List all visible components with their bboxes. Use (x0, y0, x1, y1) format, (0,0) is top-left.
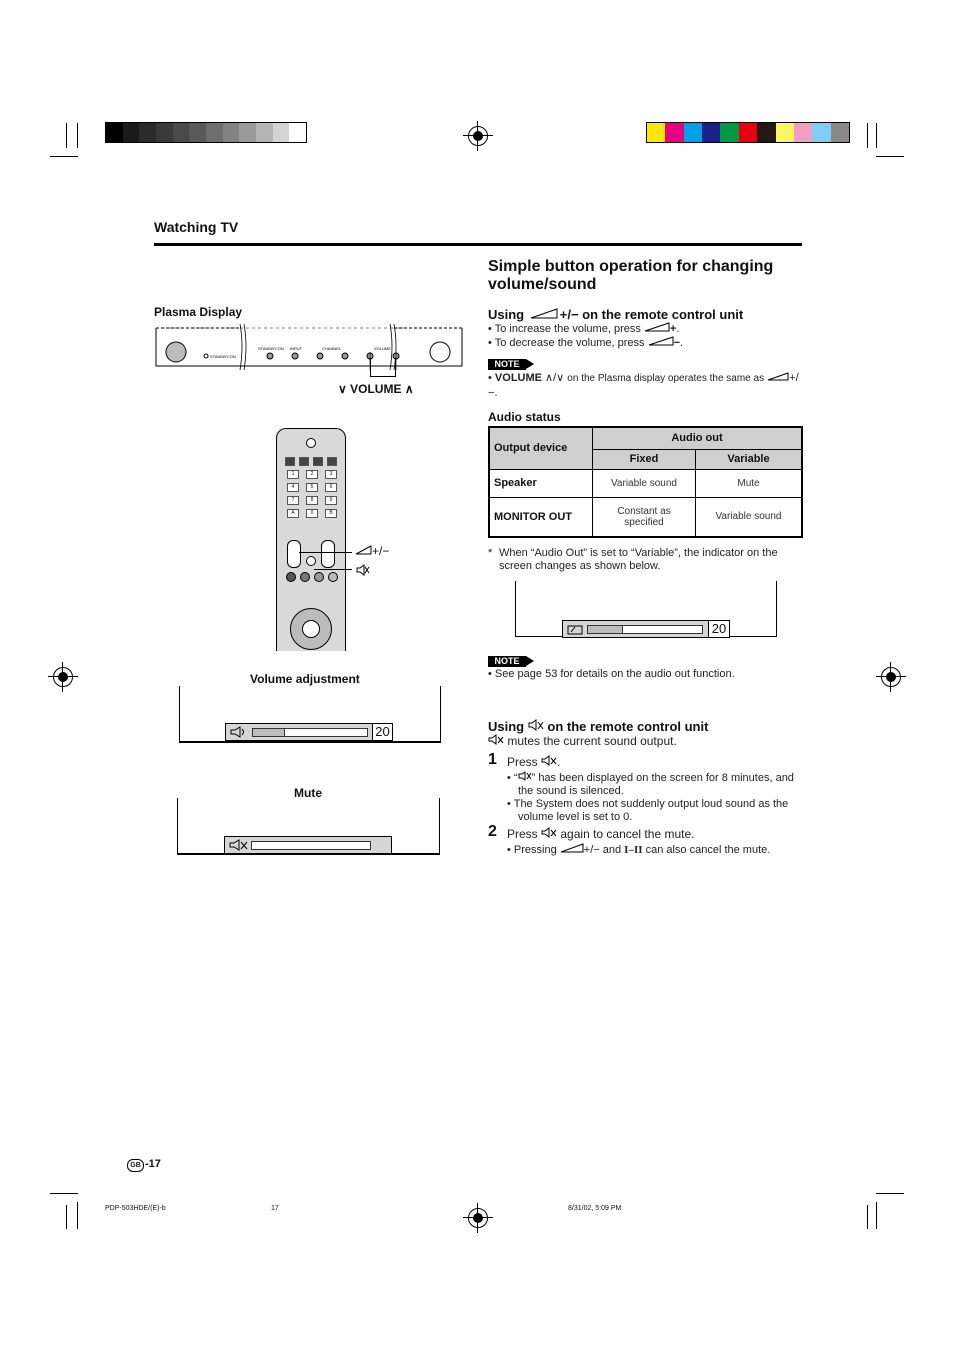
row-device: MONITOR OUT (489, 497, 593, 537)
remote-top-key (327, 457, 337, 466)
color-swatch (794, 123, 812, 142)
remote-key: 3 (325, 470, 337, 479)
chevron-down-icon: ∨ (556, 372, 565, 384)
page-number: -17 (145, 1158, 161, 1170)
panel-label: VOLUME (374, 346, 391, 351)
panel-label: CHANNEL (322, 346, 342, 351)
color-swatch (256, 123, 273, 142)
page-title: Simple button operation for changing volume/sound (488, 258, 774, 293)
remote-key: 6 (325, 483, 337, 492)
volume-wedge-icon (560, 843, 584, 853)
mute-label: Mute (294, 786, 322, 800)
volume-wedge-icon (644, 322, 670, 332)
plasma-display-panel (154, 322, 464, 370)
volume-adjustment-label: Volume adjustment (250, 672, 360, 686)
header-rule (154, 243, 802, 246)
color-swatch (757, 123, 775, 142)
remote-key: 8 (306, 496, 318, 505)
mute-icon (518, 771, 532, 781)
page-badge: GB (127, 1159, 144, 1172)
remote-key: 5 (306, 483, 318, 492)
volume-wedge-icon (356, 545, 372, 555)
speaker-icon (230, 726, 248, 738)
volume-plus-minus-label: +/− (372, 544, 390, 558)
color-swatch (702, 123, 720, 142)
panel-label: INPUT (290, 346, 302, 351)
color-swatch (273, 123, 290, 142)
color-swatch (206, 123, 223, 142)
remote-volume-callout-line (299, 552, 352, 553)
color-swatch (189, 123, 206, 142)
color-swatch (647, 123, 665, 142)
chevron-up-icon: ∧ (545, 372, 554, 384)
callout-line (370, 358, 396, 377)
volume-wedge-icon (648, 336, 674, 346)
color-swatch (739, 123, 757, 142)
sheet-number: 17 (271, 1205, 279, 1212)
color-swatch (106, 123, 123, 142)
color-swatch (720, 123, 738, 142)
print-timestamp: 8/31/02, 5:09 PM (568, 1205, 622, 1212)
step-1-number: 1 (488, 751, 497, 768)
remote-key: A (287, 509, 299, 518)
registration-mark-right (881, 667, 901, 687)
volume-label: VOLUME (350, 382, 402, 396)
note-badge: NOTE (488, 359, 534, 370)
indicator-level-fill (588, 626, 623, 633)
using-mute-heading: Using on the remote control unit (488, 719, 709, 734)
mute-icon (356, 564, 370, 576)
remote-top-key (313, 457, 323, 466)
remote-key: 9 (325, 496, 337, 505)
chevron-down-icon: ∨ (338, 382, 347, 396)
panel-standby-text: STANDBY/ON (210, 354, 236, 359)
volume-level-fill (253, 729, 285, 736)
section-title: Watching TV (154, 219, 239, 235)
volume-level-bar (252, 728, 368, 737)
audio-status-heading: Audio status (488, 410, 561, 424)
plasma-display-label: Plasma Display (154, 305, 243, 319)
remote-key: 0 (306, 509, 318, 518)
color-swatch (139, 123, 156, 142)
note-badge: NOTE (488, 656, 534, 667)
color-swatch (776, 123, 794, 142)
panel-label: STANDBY/ON (258, 346, 284, 351)
note2: • See page 53 for details on the audio out function. (488, 668, 735, 680)
remote-key: B (325, 509, 337, 518)
color-swatch (684, 123, 702, 142)
footnote-mark: * (488, 547, 493, 559)
remote-power-icon (306, 438, 316, 448)
gray-swatch-bar (105, 122, 307, 143)
volume-value: 20 (372, 724, 392, 740)
mute-icon (541, 755, 557, 766)
color-swatch (239, 123, 256, 142)
registration-mark-top (468, 126, 488, 146)
remote-key: 4 (287, 483, 299, 492)
mute-description: mutes the current sound output. (488, 734, 677, 748)
footnote: When “Audio Out” is set to “Variable”, the indicator on the screen changes as shown below. (499, 547, 778, 572)
remote-mute-button (306, 556, 316, 566)
color-swatch (223, 123, 240, 142)
audio-out-icon (567, 623, 585, 635)
mute-osd (224, 836, 392, 854)
mute-level-bar (251, 841, 371, 850)
remote-dpad-center (302, 620, 320, 638)
color-swatch (665, 123, 683, 142)
indicator-level-bar (587, 625, 703, 634)
remote-color-buttons (286, 572, 336, 582)
note1: • VOLUME ∧/∨ on the Plasma display operates the same as +/−. (488, 372, 799, 399)
step-2-number: 2 (488, 823, 497, 840)
audio-status-table (488, 426, 803, 538)
color-swatch (812, 123, 830, 142)
step-2-text: Press again to cancel the mute. (507, 827, 695, 841)
using-volume-heading: Using +/− on the remote control unit (488, 307, 744, 322)
volume-button-callout (338, 382, 414, 396)
volume-osd (225, 723, 393, 741)
row-variable: Variable sound (696, 497, 803, 537)
color-swatch (123, 123, 140, 142)
remote-key: 7 (287, 496, 299, 505)
row-variable: Mute (696, 469, 803, 497)
remote-volume-callout (356, 544, 389, 558)
volume-wedge-icon (767, 372, 789, 381)
remote-top-key (299, 457, 309, 466)
color-swatch (289, 123, 306, 142)
row-device: Speaker (489, 469, 593, 497)
volume-wedge-icon (530, 308, 558, 319)
mute-icon (229, 839, 249, 851)
remote-top-key (285, 457, 295, 466)
step-2-bullet: • Pressing +/− and I–II can also cancel the mute. (507, 844, 771, 856)
step-1-bullet: • “ ” has been displayed on the screen for 8 minutes, and the sound is silenced. • The System does not suddenly output loud sound as the volume level is set to 0. (507, 772, 794, 823)
chevron-up-icon: ∧ (404, 382, 414, 396)
registration-mark-left (53, 667, 73, 687)
increase-instruction: • To increase the volume, press +. (488, 323, 680, 335)
variable-header: Variable (696, 449, 803, 469)
remote-mute-callout (356, 563, 370, 581)
remote-channel-rocker (321, 540, 335, 568)
registration-mark-bottom (468, 1208, 488, 1228)
indicator-osd (562, 620, 730, 638)
remote-key: 1 (287, 470, 299, 479)
row-fixed: Constant as specified (593, 497, 696, 537)
color-swatch-bar (646, 122, 850, 143)
mute-icon (488, 734, 504, 745)
remote-key: 2 (306, 470, 318, 479)
mute-icon (528, 719, 544, 731)
output-device-header: Output device (489, 427, 593, 469)
fixed-header: Fixed (593, 449, 696, 469)
input-switch-symbol: I–II (624, 844, 643, 856)
step-1-text: Press . (507, 755, 561, 769)
remote-volume-rocker (287, 540, 301, 568)
mute-icon (541, 827, 557, 838)
color-swatch (173, 123, 190, 142)
indicator-value: 20 (708, 621, 729, 637)
audio-out-header: Audio out (593, 427, 803, 449)
color-swatch (156, 123, 173, 142)
color-swatch (831, 123, 849, 142)
row-fixed: Variable sound (593, 469, 696, 497)
doc-code: PDP-503HDE/(E)-b (105, 1205, 166, 1212)
decrease-instruction: • To decrease the volume, press −. (488, 337, 684, 349)
remote-mute-callout-line (314, 569, 352, 570)
